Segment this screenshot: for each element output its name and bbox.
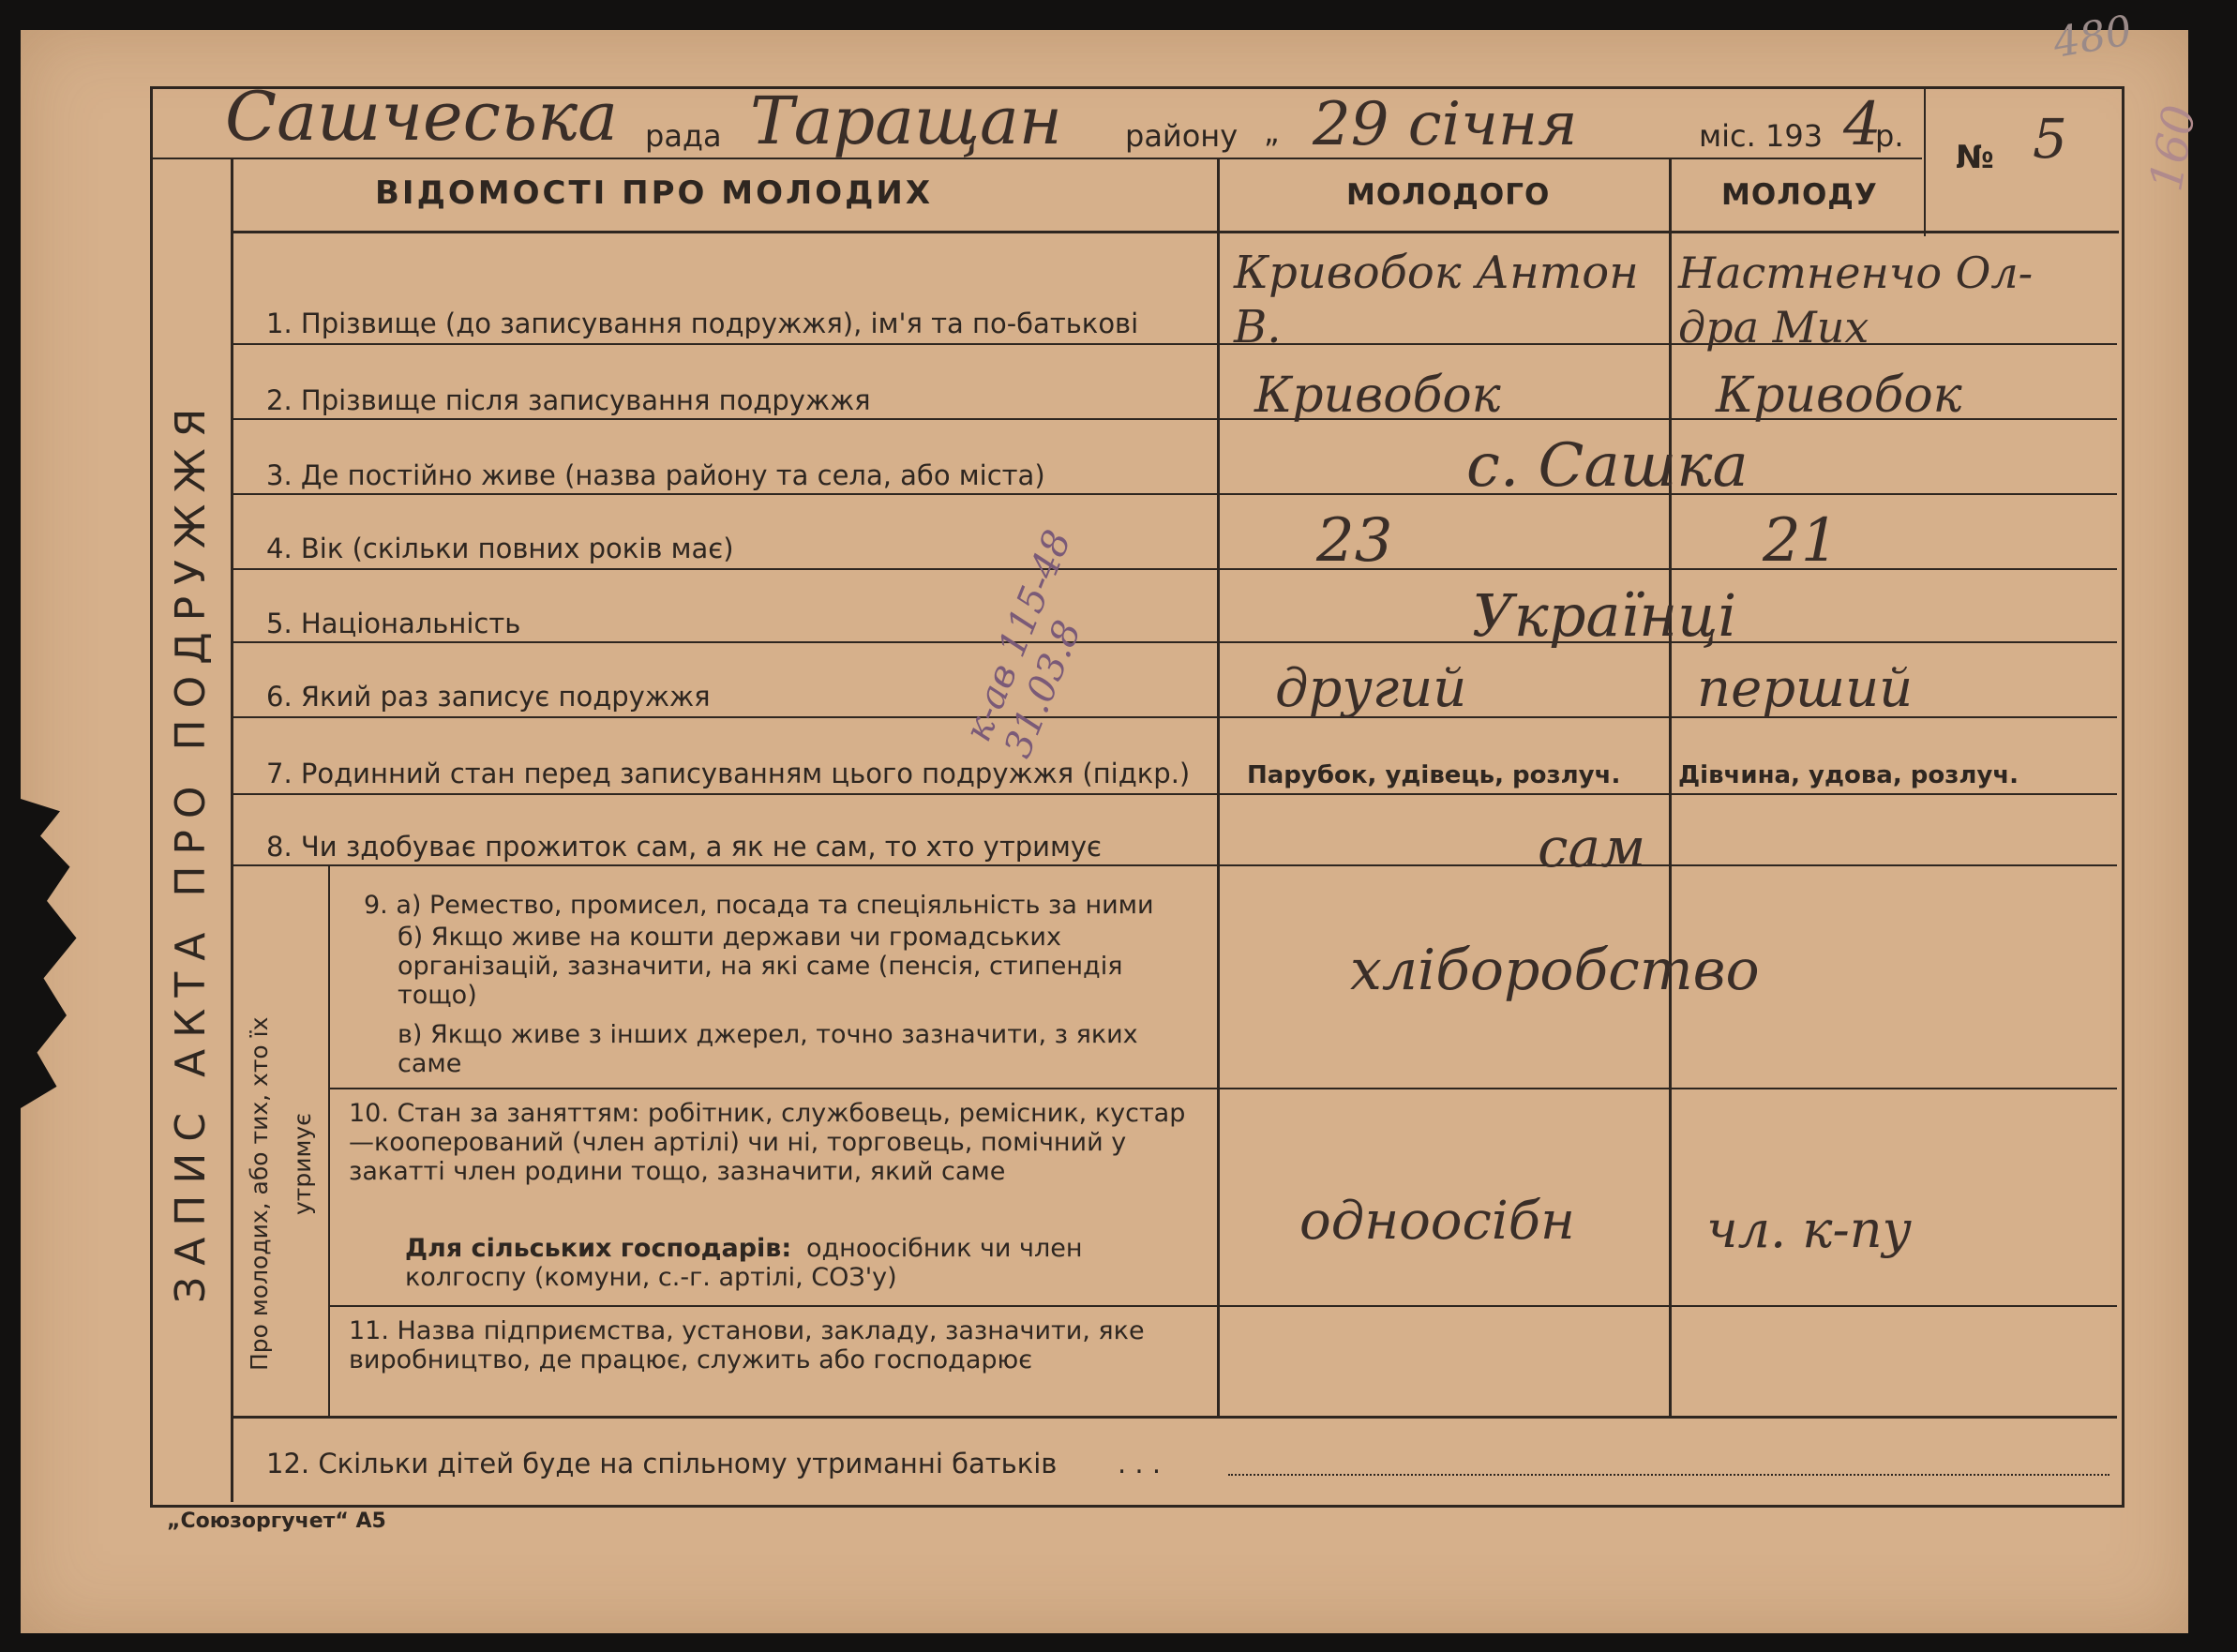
residence: с. Сашка (1466, 431, 1749, 501)
record-number: 5 (2033, 107, 2067, 171)
side-title: ЗАПИС АКТА ПРО ПОДРУЖЖЯ (167, 397, 215, 1303)
info-column-header: ВІДОМОСТІ ПРО МОЛОДИХ (375, 174, 934, 212)
side-band-line (231, 158, 233, 1502)
bride-column-header: МОЛОДУ (1721, 178, 1878, 212)
row-4-label: 4. Вік (скільки повних років має) (266, 533, 734, 564)
row-10-label: 10. Стан за заняттям: робітник, службовець, ремісник, кустар—кооперований (член артілі) чи ні, торговець, помічний у закатті член родини тощо, зазначити, який саме (349, 1099, 1186, 1186)
torn-edge (21, 799, 86, 1108)
row-10-farmer-label: Для сільських господарів: (405, 1234, 792, 1263)
number-sign: № (1956, 139, 1994, 176)
groom-marital-status: Парубок, удівець, розлуч. (1247, 761, 1621, 789)
sub-band-line (328, 864, 330, 1416)
pencil-annotation: к-ав 115-48 31.03.8 (956, 524, 1090, 764)
raion-label: району (1125, 118, 1239, 154)
column-line-2 (1669, 158, 1672, 1416)
printer-imprint: „Союзоргучет“ А5 (167, 1509, 386, 1533)
corner-mark-side: 160 (2139, 101, 2207, 195)
row-7-label: 7. Родинний стан перед записуванням цього подружжя (підкр.) (266, 758, 1191, 789)
bride-marriage-count: перший (1697, 658, 1914, 719)
row-9v-label: в) Якщо живе з інших джерел, точно зазначити, з яких саме (398, 1020, 1138, 1078)
bride-name: Настненчо Ол-дра Мих (1678, 248, 2034, 353)
row-line (330, 1305, 2117, 1307)
groom-column-header: МОЛОДОГО (1346, 178, 1551, 212)
row-line (233, 641, 2117, 643)
quote-mark: „ (1264, 114, 1280, 150)
row12-dotted-line (1228, 1474, 2109, 1476)
groom-surname-after: Кривобок (1254, 368, 1501, 424)
row-line (233, 1416, 2117, 1419)
bride-surname-after: Кривобок (1716, 368, 1962, 424)
row-11-label: 11. Назва підприємства, установи, закладу, зазначити, яке виробництво, де працює, служить або господарює (349, 1316, 1145, 1374)
month-year-prefix: міс. 193 (1699, 118, 1824, 154)
row-line (330, 1088, 2117, 1089)
row-line (233, 793, 2117, 795)
district-name: Таращан (750, 83, 1062, 159)
row-10-farmer-options: одноосібник чи член колгоспу (комуни, с.-г. артілі, СОЗ'у) (405, 1234, 1083, 1292)
row-12-label: 12. Скільки дітей буде на спільному утриманні батьків (266, 1448, 1058, 1479)
groom-marriage-count: другий (1275, 658, 1467, 719)
corner-mark-top: 480 (2049, 7, 2136, 68)
groom-age: 23 (1316, 506, 1393, 576)
row-line (233, 493, 2117, 495)
bride-farm-status: чл. к-пу (1706, 1200, 1912, 1259)
year-suffix: р. (1875, 118, 1904, 154)
occupation: хліборобство (1350, 938, 1760, 1003)
groom-farm-status: одноосібн (1299, 1191, 1575, 1252)
row-9b-label: б) Якщо живе на кошти держави чи громадських організацій, зазначити, на які саме (пенсія, стипендія тощо) (398, 923, 1123, 1010)
date-day: 29 січня (1313, 90, 1578, 159)
row-12-dots: . . . (1118, 1448, 1162, 1479)
year-digit: 4 (1843, 90, 1882, 159)
column-line-1 (1217, 158, 1220, 1416)
nationality: Українці (1472, 581, 1737, 650)
header-line-bottom (233, 231, 2119, 233)
self-supporting: сам (1538, 816, 1646, 879)
rada-label: рада (645, 118, 722, 154)
row-6-label: 6. Який раз записує подружжя (266, 681, 711, 713)
side-subtitle-1: Про молодих, або тих, хто їх (246, 1016, 273, 1371)
row-9a-label: 9. а) Ремество, промисел, посада та спеціяльність за ними (364, 891, 1154, 920)
row-3-label: 3. Де постійно живе (назва району та села, або міста) (266, 459, 1045, 491)
row-5-label: 5. Національність (266, 608, 521, 639)
bride-marital-status: Дівчина, удова, розлуч. (1678, 761, 2019, 789)
groom-name: Кривобок Антон В. (1234, 247, 1639, 353)
row-8-label: 8. Чи здобуває прожиток сам, а як не сам, то хто утримує (266, 831, 1102, 863)
row-1-label: 1. Прізвище (до записування подружжя), ім'я та по-батькові (266, 308, 1139, 339)
village-name: Сашчеська (225, 77, 619, 156)
row-line (233, 864, 2117, 866)
bride-age: 21 (1763, 506, 1839, 576)
side-subtitle-2: утримує (289, 1113, 316, 1215)
row-2-label: 2. Прізвище після записування подружжя (266, 384, 871, 416)
number-box-left (1924, 86, 1926, 236)
